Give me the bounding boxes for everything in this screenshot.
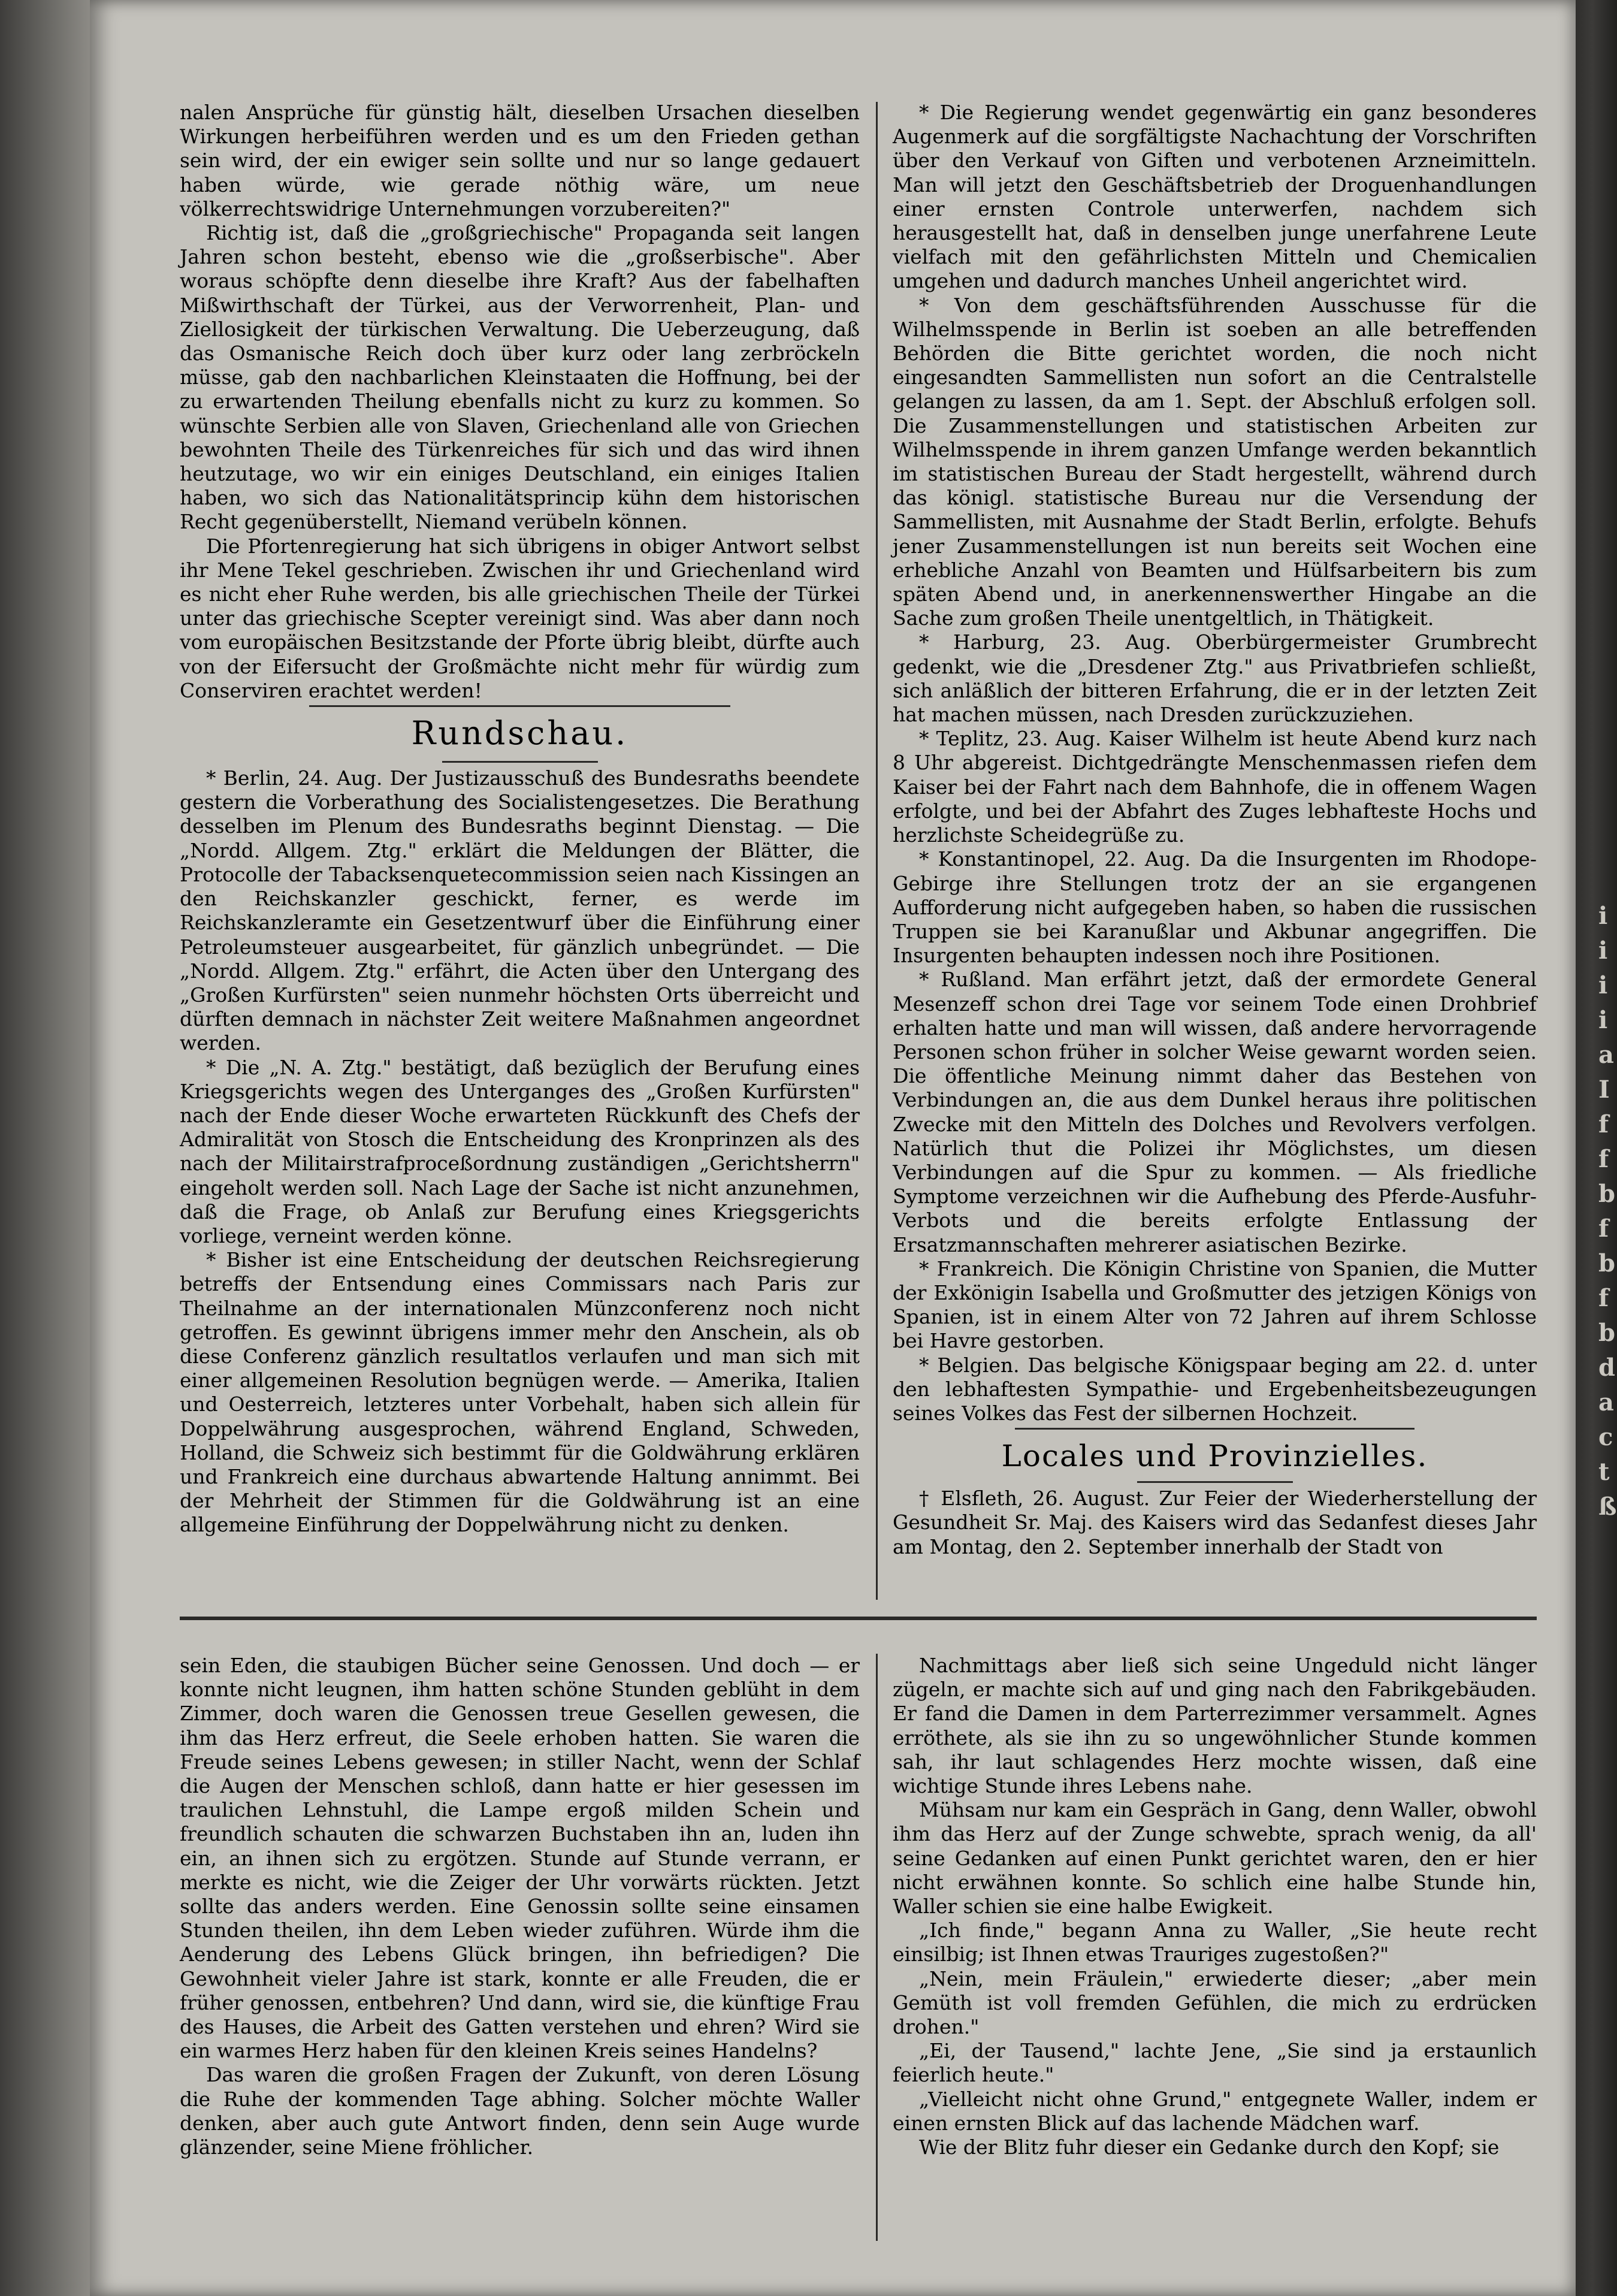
edge-char: t xyxy=(1598,1458,1610,1486)
article-paragraph: Die Pfortenregierung hat sich übrigens in obiger Antwort selbst ihr Mene Tekel geschrieben. Zwischen ihr und Griechenland wird es nicht eher Ruhe werden, bis alle griechischen Theile der Türkei unter das griechische Scepter vereinigt sind. Was aber dann noch vom europäischen Besitzstande der Pforte übrig bleibt, dürfte auch von der Eifersucht der Großmächte nicht mehr für würdig zum Conserviren erachtet werden! xyxy=(180,534,860,702)
column-rule-bottom xyxy=(876,1654,878,2241)
edge-char: i xyxy=(1598,936,1608,965)
feuilleton-separator-rule xyxy=(180,1617,1537,1620)
section-divider xyxy=(309,705,731,707)
edge-char: i xyxy=(1598,1006,1608,1034)
news-item: * Die „N. A. Ztg." bestätigt, daß bezüglich der Berufung eines Kriegsgerichts wegen des Unterganges des „Großen Kurfürsten" nach der Ende dieser Woche erwarteten Rückkunft des Chefs der Admiralität von Stosch die Entscheidung des Kronprinzen als des nach der Militairstrafproceßordnung zuständigen „Gerichtsherrn" eingeholt werden soll. Nach Lage der Sache ist nicht anzunehmen, daß die Frage, ob Anlaß zur Berufung eines Kriegsgerichts vorliege, verneint werden könne. xyxy=(180,1055,860,1247)
news-item: † Elsfleth, 26. August. Zur Feier der Wiederherstellung der Gesundheit Sr. Maj. des Kaisers wird das Sedanfest dieses Jahr am Montag, den 2. September innerhalb der Stadt von xyxy=(893,1487,1537,1558)
article-paragraph: Richtig ist, daß die „großgriechische" Propaganda seit langen Jahren schon besteht, ebenso wie die „großserbische". Aber woraus schöpfte denn dieselbe ihre Kraft? Aus der fabelhaften Mißwirthschaft der Türkei, aus der Verworrenheit, Plan- und Ziellosigkeit der türkischen Verwaltung. Die Ueberzeugung, daß das Osmanische Reich doch über kurz oder lang zerbröckeln müsse, gab den nachbarlichen Kleinstaaten die Hoffnung, bei der zu erwartenden Theilung ebenfalls nicht zu kurz zu kommen. So wünschte Serbien alle von Slaven, Griechenland alle von Griechen bewohnten Theile des Türkenreiches für sich und das wird ihnen heutzutage, wo wir ein einiges Deutschland, ein einiges Italien haben, wo sich das Nationalitätsprincip kühn dem historischen Recht gegenüberstellt, Niemand verübeln können. xyxy=(180,221,860,534)
column-bottom-left xyxy=(180,1654,860,2159)
edge-char: f xyxy=(1598,1110,1609,1138)
news-item: * Belgien. Das belgische Königspaar beging am 22. d. unter den lebhaftesten Sympathie- und Ergebenheitsbezeugungen seines Volkes das Fest der silbernen Hochzeit. xyxy=(893,1353,1537,1425)
adjacent-page-edge xyxy=(1576,0,1617,2296)
edge-char: a xyxy=(1598,1388,1614,1416)
story-paragraph: „Nein, mein Fräulein," erwiederte dieser; „aber mein Gemüth ist voll fremden Gefühlen, die mich zu erdrücken drohen." xyxy=(893,1966,1537,2039)
edge-char: i xyxy=(1598,902,1608,930)
edge-char: f xyxy=(1598,1145,1609,1173)
story-paragraph: Nachmittags aber ließ sich seine Ungeduld nicht länger zügeln, er machte sich auf und ging nach den Fabrikgebäuden. Er fand die Damen in dem Parterrezimmer versammelt. Agnes erröthete, als sie ihn zu so ungewöhnlicher Stunde kommen sah, ihr laut schlagendes Herz mochte wissen, daß eine wichtige Stunde ihres Lebens nahe. xyxy=(893,1654,1537,1798)
news-item: * Harburg, 23. Aug. Oberbürgermeister Grumbrecht gedenkt, wie die „Dresdener Ztg." aus Privatbriefen schließt, sich anläßlich der bitteren Erfahrung, die er in der letzten Zeit hat machen müssen, nach Dresden zurückzuziehen. xyxy=(893,630,1537,727)
column-top-left xyxy=(180,101,860,1537)
section-heading-rundschau: Rundschau. xyxy=(411,714,628,753)
edge-char: i xyxy=(1598,971,1608,999)
edge-char: d xyxy=(1598,1354,1615,1382)
page-binding-edge xyxy=(0,0,90,2296)
adjacent-page-characters xyxy=(1598,899,1616,1524)
story-paragraph: Wie der Blitz fuhr dieser ein Gedanke durch den Kopf; sie xyxy=(919,2135,1500,2159)
news-item: * Bisher ist eine Entscheidung der deutschen Reichsregierung betreffs der Entsendung eines Commissars nach Paris zur Theilnahme an der internationalen Münzconferenz noch nicht getroffen. Es gewinnt übrigens immer mehr den Anschein, als ob diese Conferenz gänzlich resultatlos verlaufen und man sich mit einer allgemeinen Resolution begnügen werde. — Amerika, Italien und Oesterreich, letzteres unter Vorbehalt, haben sich allein für Doppelwährung ausgesprochen, während England, Schweden, Holland, die Schweiz sich bestimmt für die Goldwährung erklären und Frankreich eine durchaus abwartende Haltung annimmt. Bei der Mehrheit der Stimmen für die Goldwährung ist an eine allgemeine Einführung der Doppelwährung nicht zu denken. xyxy=(180,1248,860,1537)
story-paragraph: Mühsam nur kam ein Gespräch in Gang, denn Waller, obwohl ihm das Herz auf der Zunge schwebte, sprach wenig, da all' seine Gedanken auf einen Punkt gerichtet waren, den er hier nicht erwähnen konnte. So schlich eine halbe Stunde hin, Waller schien sie eine halbe Ewigkeit. xyxy=(893,1798,1537,1919)
edge-char: b xyxy=(1598,1319,1615,1347)
article-paragraph: nalen Ansprüche für günstig hält, dieselben Ursachen dieselben Wirkungen herbeiführen werden und es um den Frieden gethan sein wird, der ein ewiger sein sollte und nur so lange gedauert haben würde, wie gerade nöthig wäre, um neue völkerrechtswidrige Unternehmungen vorzubereiten?" xyxy=(180,101,860,220)
news-item: * Frankreich. Die Königin Christine von Spanien, die Mutter der Exkönigin Isabella und Großmutter des jetzigen Königs von Spanien, ist in einem Alter von 72 Jahren auf ihrem Schlosse bei Havre gestorben. xyxy=(893,1256,1537,1353)
heading-underline xyxy=(442,761,598,763)
story-paragraph: sein Eden, die staubigen Bücher seine Genossen. Und doch — er konnte nicht leugnen, ihm hatten schöne Stunden geblüht in dem Zimmer, doch waren die Genossen treue Gesellen gewesen, die ihm das Herz erfreut, die Seele erhoben hatten. Sie waren die Freude seines Lebens gewesen; in stiller Nacht, wenn der Schlaf die Augen der Menschen schloß, dann hatte er hier gesessen im traulichen Lehnstuhl, die Lampe ergoß milden Schein und freundlich schauten die schwarzen Buchstaben ihn an, luden ihn ein, an ihnen sich zu ergötzen. Stunde auf Stunde verrann, er merkte es nicht, wie die Zeiger der Uhr vorwärts rückten. Jetzt sollte das anders werden. Eine Genossin sollte seine einsamen Stunden theilen, ihn dem Leben wieder zuführen. Würde ihm die Aenderung des Lebens Glück bringen, ihn befriedigen? Die Gewohnheit vieler Jahre ist stark, konnte er alle Freuden, die er früher genossen, entbehren? Und dann, wird sie, die künftige Frau des Hauses, die Arbeit des Gatten verstehen und ehren? Wird sie ein warmes Herz haben für den kleinen Kreis seines Handelns? xyxy=(180,1654,860,2063)
edge-char: c xyxy=(1598,1423,1613,1451)
news-item: * Von dem geschäftsführenden Ausschusse für die Wilhelmsspende in Berlin ist soeben an alle betreffenden Behörden die Bitte gerichtet worden, die noch nicht eingesandten Sammellisten nun sofort an die Centralstelle gelangen zu lassen, da am 1. Sept. der Abschluß erfolgen soll. Die Zusammenstellungen und statistischen Arbeiten zur Wilhelmsspende in ihrem ganzen Umfange werden bekanntlich im statistischen Bureau der Stadt hergestellt, während durch das königl. statistische Bureau nur die Versendung der Sammellisten, mit Ausnahme der Stadt Berlin, erfolgte. Behufs jener Zusammenstellungen ist nun bereits seit Wochen eine erhebliche Anzahl von Beamten und Hülfsarbeitern bis zum späten Abend und, in anerkennenswerther Hingabe an die Sache zum großen Theile unentgeltlich, in Thätigkeit. xyxy=(893,293,1537,630)
story-paragraph: Das waren die großen Fragen der Zukunft, von deren Lösung die Ruhe der kommenden Tage abhing. Solcher möchte Waller denken, aber auch gute Antwort finden, denn sein Auge wurde glänzender, seine Miene fröhlicher. xyxy=(180,2063,860,2159)
column-bottom-right xyxy=(893,1654,1537,2159)
heading-underline xyxy=(1137,1481,1293,1483)
column-top-right xyxy=(893,101,1537,1559)
news-item: * Rußland. Man erfährt jetzt, daß der ermordete General Mesenzeff schon drei Tage vor seinem Tode einen Drohbrief erhalten hatte und man will wissen, daß andere hervorragende Personen schon früher in solcher Weise gewarnt worden seien. Die öffentliche Meinung nimmt daher das Bestehen von Verbindungen an, die aus dem Dunkel heraus ihre politischen Zwecke mit den Mitteln des Dolches und Revolvers verfolgen. Natürlich thut die Polizei ihr Möglichstes, um diesen Verbindungen auf die Spur zu kommen. — Als friedliche Symptome verzeichnen wir die Aufhebung des Pferde-Ausfuhr-Verbots und die bereits erfolgte Entlassung der Ersatzmannschaften mehrerer asiatischen Bezirke. xyxy=(893,968,1537,1256)
section-divider xyxy=(1015,1428,1415,1430)
story-paragraph: „Ich finde," begann Anna zu Waller, „Sie heute recht einsilbig; ist Ihnen etwas Trauriges zugestoßen?" xyxy=(893,1919,1537,1966)
column-rule-top xyxy=(876,102,878,1600)
story-paragraph: „Ei, der Tausend," lachte Jene, „Sie sind ja erstaunlich feierlich heute." xyxy=(893,2039,1537,2087)
edge-char: ß xyxy=(1598,1493,1617,1521)
edge-char: b xyxy=(1598,1180,1615,1208)
news-item: * Konstantinopel, 22. Aug. Da die Insurgenten im Rhodope-Gebirge ihre Stellungen trotz der an sie ergangenen Aufforderung nicht aufgegeben haben, so haben die russischen Truppen sie bei Karanußlar und Akbunar angegriffen. Die Insurgenten behaupten indessen noch ihre Positionen. xyxy=(893,847,1537,968)
news-item: * Teplitz, 23. Aug. Kaiser Wilhelm ist heute Abend kurz nach 8 Uhr abgereist. Dichtgedrängte Menschenmassen riefen dem Kaiser bei der Fahrt nach dem Bahnhofe, die in offenem Wagen erfolgte, und bei der Abfahrt des Zuges lebhafteste Hochs und herzlichste Scheidegrüße zu. xyxy=(893,727,1537,847)
edge-char: f xyxy=(1598,1284,1609,1312)
edge-char: I xyxy=(1598,1076,1610,1104)
news-item: * Berlin, 24. Aug. Der Justizausschuß des Bundesraths beendete gestern die Vorberathung des Socialistengesetzes. Die Berathung desselben im Plenum des Bundesraths beginnt Dienstag. — Die „Nordd. Allgem. Ztg." erklärt die Meldungen der Blätter, die Protocolle der Tabacksenquetecommission seien nach Kissingen an den Reichskanzler geschickt, ferner, es werde im Reichskanzleramte ein Gesetzentwurf über die Einführung einer Petroleumsteuer ausgearbeitet, für gänzlich unbegründet. — Die „Nordd. Allgem. Ztg." erfährt, die Acten über den Untergang des „Großen Kurfürsten" seien nunmehr höchsten Orts überreicht und dürften demnach in nächster Zeit weitere Maßnahmen angeordnet werden. xyxy=(180,766,860,1055)
story-paragraph: „Vielleicht nicht ohne Grund," entgegnete Waller, indem er einen ernsten Blick auf das lachende Mädchen warf. xyxy=(893,2087,1537,2135)
edge-char: a xyxy=(1598,1041,1614,1069)
news-item: * Die Regierung wendet gegenwärtig ein ganz besonderes Augenmerk auf die sorgfältigste Nachachtung der Vorschriften über den Verkauf von Giften und verbotenen Arzneimitteln. Man will jetzt den Geschäftsbetrieb der Droguenhandlungen einer ernsten Controle unterwerfen, nachdem sich herausgestellt hat, daß in denselben junge unerfahrene Leute vielfach mit den gefährlichsten Mitteln und Chemicalien umgehen und dadurch manches Unheil angerichtet wird. xyxy=(893,101,1537,293)
edge-char: f xyxy=(1598,1215,1609,1243)
edge-char: b xyxy=(1598,1249,1615,1277)
section-heading-locales: Locales und Provinzielles. xyxy=(1001,1439,1428,1474)
